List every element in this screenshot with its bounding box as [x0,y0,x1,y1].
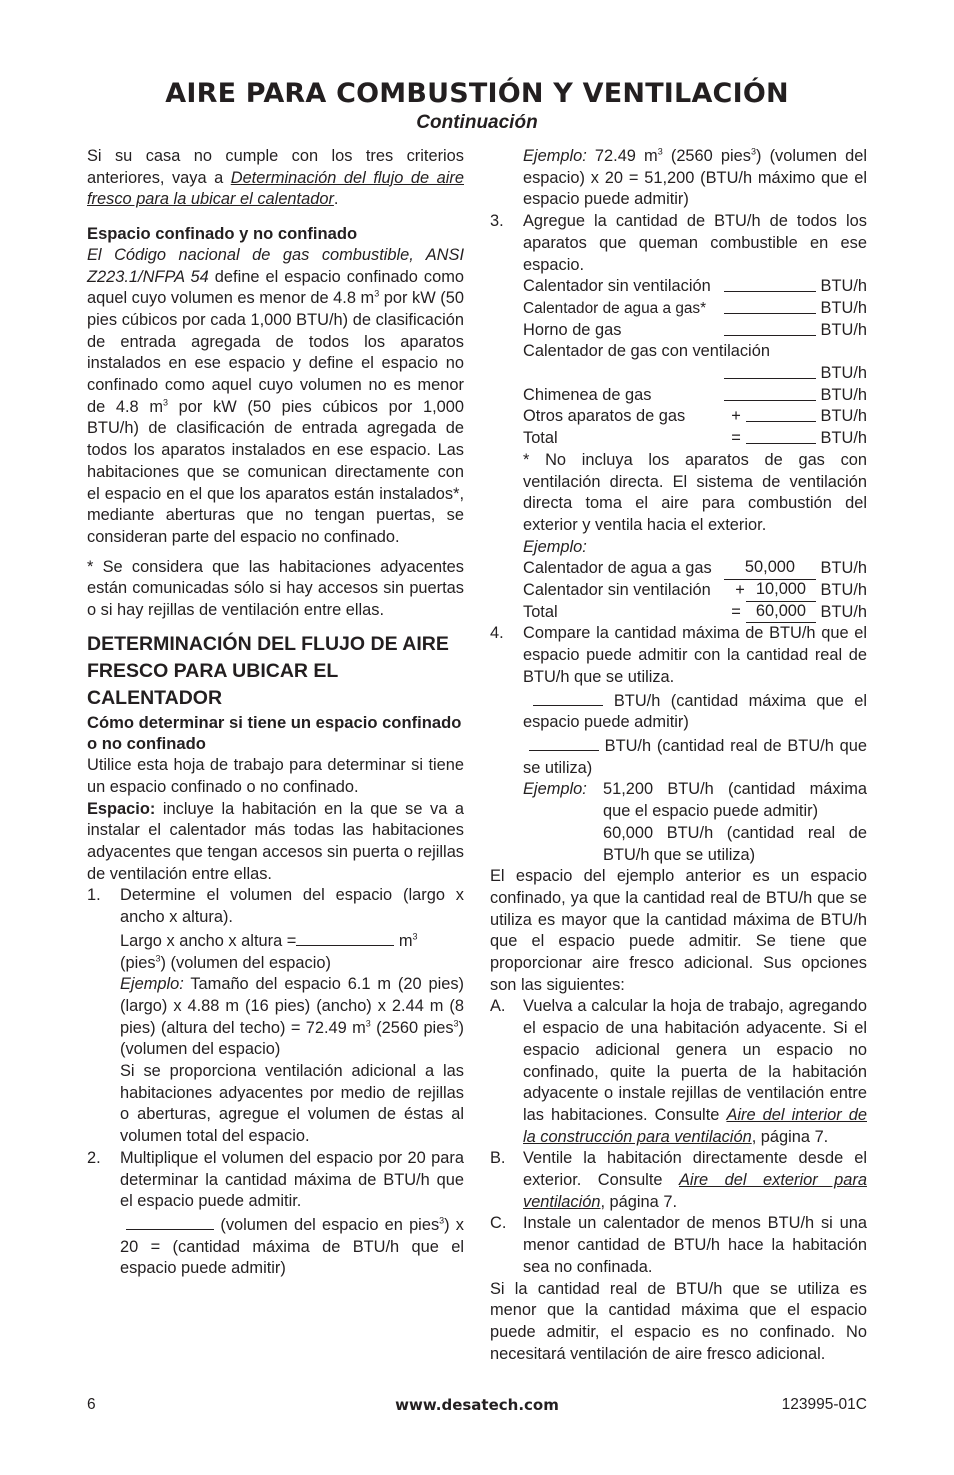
final-paragraph: Si la cantidad real de BTU/h que se utiliza es menor que la cantidad máxima que el espacio puede admitir, el espacio es no confinado. No necesitará ventilación de aire fresco adicional. [490,1279,867,1363]
confined-heading: Espacio confinado y no confinado [87,224,358,244]
website-link[interactable]: www.desatech.com [395,1396,559,1414]
appliance-row: Calentador de agua a gas* BTU/h [523,298,867,317]
step-2: 2. Multiplique el volumen del espacio por 20 para determinar la cantidad máxima de BTU/h que el espacio puede admitir. (volumen del espacio en pies$^3$) x 20 = (cantidad máxima de BTU/h que el espacio puede admitir) [87,1148,464,1278]
appliance-row: Calentador sin ventilación BTU/h [523,277,867,296]
input-blank[interactable] [724,385,816,401]
appliance-row: Otros aparatos de gas + BTU/h [523,407,867,426]
actual-btu-blank[interactable] [529,734,599,751]
direct-vent-note: * No incluya los aparatos de gas con ventilación directa. El sistema de ventilación directa toma el aire para combustión del exterior y ventila hacia el exterior. [523,450,867,534]
appliance-row: Chimenea de gas BTU/h [523,385,867,404]
conclusion-paragraph: El espacio del ejemplo anterior es un espacio confinado, ya que la cantidad real de BTU/h que se utiliza es mayor que la cantidad máxima de BTU/h que el espacio puede admitir. Se tiene que proporcionar aire fresco adicional. Sus opciones son las siguientes: [490,867,867,994]
link-indoor-air[interactable]: Aire del interior de la construcción para ventilación [523,1105,867,1146]
max-btu-example: Ejemplo: 72.49 $m^3$ (2560 pies$^3$) (volumen del espacio) x 20 = 51,200 (BTU/h máximo que el espacio puede admitir) [523,146,867,209]
link-fresh-air-determination[interactable]: Determinación del flujo de aire fresco para la ubicar el calentador [87,168,464,209]
volume-feet-blank[interactable] [126,1213,214,1230]
page-subtitle: Continuación [416,112,538,133]
page-number: 6 [87,1396,96,1413]
section-heading: DETERMINACIÓN DEL FLUJO DE AIRE FRESCO PARA UBICAR EL CALENTADOR [87,632,449,709]
link-outdoor-air[interactable]: Aire del exterior para ventilación [523,1171,867,1211]
option-b: B. Ventile la habitación directamente desde el exterior. Consulte Aire del exterior para ventilación, página 7. [490,1149,867,1211]
step4-example: Ejemplo: 51,200 BTU/h (cantidad máxima que el espacio puede admitir) 60,000 BTU/h (cantidad real de BTU/h que se utiliza) [523,780,867,864]
step-3: 3. Agregue la cantidad de BTU/h de todos los aparatos que queman combustible en ese espacio. Calentador sin ventilación BTU/h Calentador de agua a gas* BTU/h Horno de gas BTU/h Calentador de gas con ventilación BTU/h Chimenea de gas BTU/h Otros aparatos de gas + BTU/h Total = BTU/h * No incluya los aparatos de gas con ventilación directa. El sistema de ventilación directa toma el aire para combustión del exterior y ventila hacia el exterior. Ejemplo: Calentador de agua a gas 50,000 BTU/h Calentador sin ventilación + 10,000 BTU/h Total = 60,000 BTU/h [490,211,867,623]
option-c: C. Instale un calentador de menos BTU/h si una menor cantidad de BTU/h hace la habitación sea no confinada. [490,1214,867,1276]
example-row: Calentador de agua a gas 50,000 BTU/h [523,558,867,580]
step-1: 1. Determine el volumen del espacio (largo x ancho x altura). Largo x ancho x altura = $m^3$ (pies$^3$) (volumen del espacio) Ejemplo: Tamaño del espacio 6.1 m (20 pies) (largo) x 4.88 m (16 pies) (ancho) x 2.44 m (8 pies) (altura del techo) = 72.49 $m^3$ (2560 pies$^3$) (volumen del espacio) Si se proporciona ventilación adicional a las habitaciones adyacentes por medio de rejillas o aberturas, agregue el volumen de éstas al volumen total del espacio. [87,886,464,1146]
sub-heading: Cómo determinar si tiene un espacio confinado o no confinado [87,712,462,754]
appliance-row: BTU/h [523,363,867,385]
appliance-row: Horno de gas BTU/h [523,320,867,339]
input-blank[interactable] [724,363,816,379]
space-definition: Espacio: incluye la habitación en la que se va a instalar el calentador más todas las habitaciones adyacentes que tengan accesos sin puerta o rejillas de ventilación entre ellas. [87,799,464,883]
appliance-row: Total = BTU/h [523,429,867,448]
page-title: AIRE PARA COMBUSTIÓN Y VENTILACIÓN [165,78,789,109]
vented-heater-label: Calentador de gas con ventilación [523,342,770,361]
left-column [87,146,464,1280]
example-row: Calentador sin ventilación + 10,000 BTU/h [523,580,867,602]
example-label: Ejemplo: [523,537,587,556]
volume-blank[interactable] [296,929,394,946]
confined-definition: El Código nacional de gas combustible, ANSI Z223.1/NFPA 54 define el espacio confinado como aquel cuyo volumen es menor de 4.8 $m^3$ por kW (50 pies cúbicos por cada 1,000 BTU/h) de clasificación de entrada agregada de todos los aparatos instalados en ese espacio y define el espacio no confinado como aquel cuyo volumen no es menor de 4.8 $m^3$ por kW (50 pies cúbicos por 1,000 BTU/h) de clasificación de entrada agregada de todos los aparatos instalados en ese espacio. Las habitaciones que se comunican directamente con el espacio en el que los aparatos están instalados*, mediante aberturas que no tengan puertas, se consideran parte del espacio no confinado. [87,245,464,546]
input-blank[interactable] [724,298,816,314]
option-a: A. Vuelva a calcular la hoja de trabajo, agregando el espacio de una habitación adyacente. Si el espacio adicional genera un espacio no confinado, quite la puerta de la habitación adyacente o instale rejillas de ventilación entre las habitaciones. Consulte Aire del interior de la construcción para ventilación, página 7. [490,997,867,1146]
input-blank[interactable] [746,428,816,444]
example-row: Total = 60,000 BTU/h [523,602,867,624]
worksheet-intro: Utilice esta hoja de trabajo para determinar si tiene un espacio confinado o no confinado. [87,756,464,796]
doc-number: 123995-01C [781,1396,867,1413]
step-4: 4. Compare la cantidad máxima de BTU/h que el espacio puede admitir con la cantidad real de BTU/h que se utiliza. BTU/h (cantidad máxima que el espacio puede admitir) BTU/h (cantidad real de BTU/h que se utiliza) Ejemplo: 51,200 BTU/h (cantidad máxima que el espacio puede admitir) 60,000 BTU/h (cantidad real de BTU/h que se utiliza) [490,623,867,866]
input-blank[interactable] [746,406,816,422]
input-blank[interactable] [724,320,816,336]
adjacent-rooms-footnote: * Se considera que las habitaciones adyacentes están comunicadas sólo si hay accesos sin puertas o si hay rejillas de ventilación entre ellas. [87,557,464,620]
right-column [490,146,867,1365]
input-blank[interactable] [724,276,816,292]
max-btu-blank[interactable] [533,689,603,706]
intro-paragraph: Si su casa no cumple con los tres criterios anteriores, vaya a Determinación del flujo de aire fresco para la ubicar el calentador. [87,147,464,209]
